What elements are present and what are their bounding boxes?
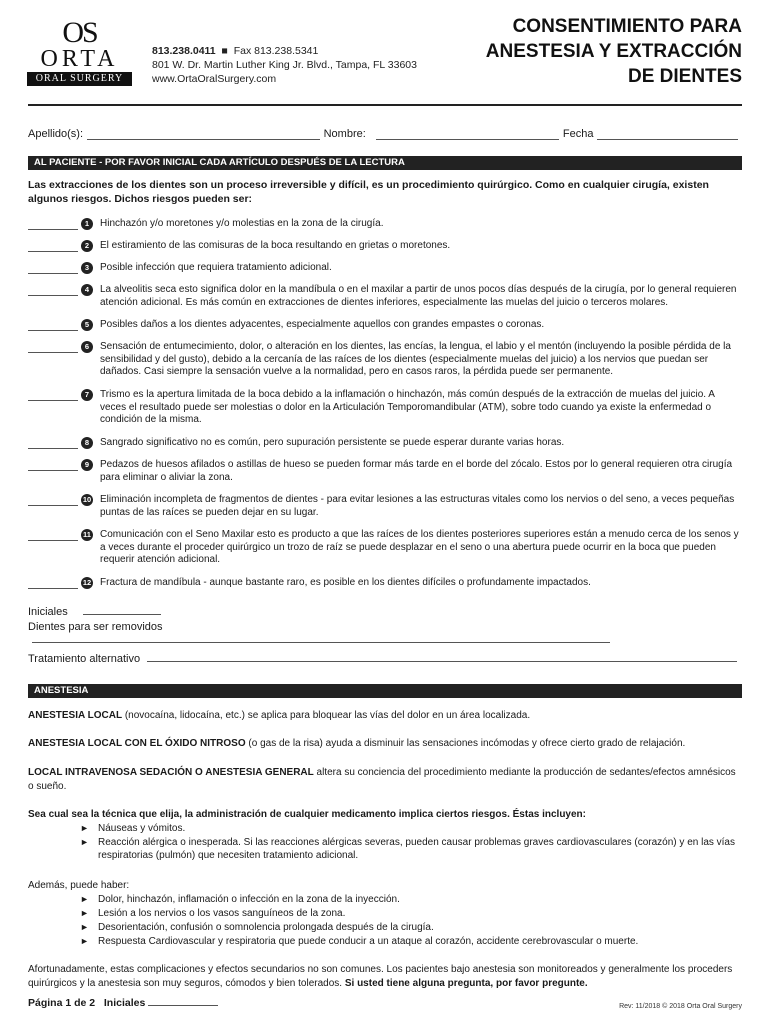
apellidos-label: Apellido(s): <box>28 128 84 140</box>
risk-text: Trismo es la apertura limitada de la boca debido a la inflamación o hinchazón, más común después de la extracción de muelas del juicio. A veces el resultado puede ser molestias o dolor en la Articulación Temporomandibular (ATM), sobre todo cuando ya existe la enfermedad o condición de la misma. <box>100 389 715 425</box>
closing-text: Afortunadamente, estas complicaciones y efectos secundarios no son comunes. Los pacientes bajo anestesia son monitoreados y generalmente los proceders quirúrgicos y la anestesia son muy seguros, cómodos y bien tolerados. <box>28 964 733 989</box>
risk-item <box>28 240 742 253</box>
website: www.OrtaOralSurgery.com <box>152 73 277 85</box>
fecha-field[interactable] <box>597 130 738 140</box>
riesgos-intro: Sea cual sea la técnica que elija, la administración de cualquier medicamento implica ciertos riesgos. Éstas incluyen: <box>28 809 586 820</box>
number-badge: 6 <box>81 341 93 353</box>
orta-logo <box>27 18 132 88</box>
ademas-bullet <box>80 907 742 920</box>
risk-item <box>28 218 742 231</box>
revision-note: Rev: 11/2018 © 2018 Orta Oral Surgery <box>619 1003 742 1010</box>
iniciales-field[interactable] <box>83 605 161 615</box>
document-title <box>486 14 742 89</box>
patient-fields <box>28 128 742 140</box>
anestesia-iv <box>28 766 742 793</box>
title-line-1: CONSENTIMIENTO PARA <box>512 16 742 37</box>
anestesia-oxido-heading: ANESTESIA LOCAL CON EL ÓXIDO NITROSO <box>28 738 246 749</box>
number-badge: 12 <box>82 578 92 587</box>
title-line-3: DE DIENTES <box>627 66 742 87</box>
risk-text: El estiramiento de las comisuras de la boca resultando en grietas o moretones. <box>100 240 451 251</box>
ademas-bullet <box>80 935 742 948</box>
initial-blank[interactable] <box>28 264 78 274</box>
risk-item <box>28 389 742 427</box>
bullet-text: Respuesta Cardiovascular y respiratoria que puede conducir a un ataque al corazón, accidente cerebrovascular o muerte. <box>98 936 639 947</box>
risk-text: Hinchazón y/o moretones y/o molestias en la zona de la cirugía. <box>100 218 384 229</box>
initial-blank[interactable] <box>28 531 78 541</box>
triangle-bullet-icon: ► <box>80 837 89 847</box>
initial-blank[interactable] <box>28 321 78 331</box>
risk-text: Posibles daños a los dientes adyacentes, especialmente aquellos con grandes empastes o coronas. <box>100 319 545 330</box>
number-badge: 3 <box>81 262 93 274</box>
dientes-row <box>28 621 742 646</box>
risk-text: Comunicación con el Seno Maxilar esto es producto a que las raíces de los dientes posteriores superiores están a menudo cerca de los senos y a veces durante el proceder quirúrgico un trozo de raíz se puede desplazar en el seno o una abertura puede ocurrir en la boca que pueden requerir atención adicional. <box>100 529 739 565</box>
anestesia-local-heading: ANESTESIA LOCAL <box>28 710 123 721</box>
risk-item <box>28 319 742 332</box>
risk-bullet <box>80 836 742 862</box>
ademas-intro: Además, puede haber: <box>28 880 130 891</box>
triangle-bullet-icon: ► <box>80 936 89 946</box>
closing-paragraph <box>28 963 742 990</box>
anestesia-local <box>28 709 742 723</box>
intro-text: Las extracciones de los dientes son un proceso irreversible y difícil, es un procedimiento quirúrgico. Como en cualquier cirugía, existen algunos riesgos. Dichos riesgos pueden ser: <box>28 179 709 205</box>
number-badge: 4 <box>81 284 93 296</box>
anestesia-local-text: (novocaína, lidocaína, etc.) se aplica para bloquear las vías del dolor en un área localizada. <box>122 710 531 721</box>
bullet-text: Desorientación, confusión o somnolencia prolongada después de la cirugía. <box>98 922 434 933</box>
risk-text: La alveolitis seca esto significa dolor en la mandíbula o en el maxilar a partir de unos pocos días después de la cirugía, por lo general requieren atención adicional. Es más común en extracciones de dientes inferiores, especialmente las muelas del juicio o terceros molares. <box>100 284 737 308</box>
number-badge: 7 <box>81 389 93 401</box>
risk-text: Fractura de mandíbula - aunque bastante raro, es posible en los dientes difíciles o profundamente impactados. <box>100 577 591 588</box>
separator-icon: ■ <box>221 45 228 57</box>
logo-word: ORTA <box>40 46 119 72</box>
initial-blank[interactable] <box>28 242 78 252</box>
tratamiento-field[interactable] <box>147 652 737 662</box>
address: 801 W. Dr. Martin Luther King Jr. Blvd., Tampa, FL 33603 <box>152 59 417 71</box>
risk-item <box>28 341 742 379</box>
initial-blank[interactable] <box>28 439 78 449</box>
fax: Fax 813.238.5341 <box>233 45 319 57</box>
risk-bullet <box>80 822 742 835</box>
fecha-label: Fecha <box>562 128 594 140</box>
logo-mark: OS <box>62 16 97 49</box>
anestesia-iv-heading: LOCAL INTRAVENOSA SEDACIÓN O ANESTESIA GENERAL <box>28 767 314 778</box>
number-badge: 1 <box>81 218 93 230</box>
title-line-2: ANESTESIA Y EXTRACCIÓN <box>485 41 742 62</box>
risk-text: Posible infección que requiera tratamiento adicional. <box>100 262 332 273</box>
ademas-bullet <box>80 893 742 906</box>
footer-iniciales-label: Iniciales <box>103 997 146 1009</box>
number-badge: 10 <box>82 495 92 504</box>
anestesia-iv-text: altera su conciencia del procedimiento mediante la producción de sedantes/efectos amnésicos o sueño. <box>28 767 736 792</box>
triangle-bullet-icon: ► <box>80 823 89 833</box>
bullet-text: Reacción alérgica o inesperada. Si las reacciones alérgicas severas, pueden causar problemas graves cardiovasculares (corazón) y en las vías respiratorias (pulmón) que necesiten tratamiento adicional. <box>98 837 735 861</box>
triangle-bullet-icon: ► <box>80 922 89 932</box>
nombre-label: Nombre: <box>323 128 366 140</box>
risk-text: Sangrado significativo no es común, pero supuración persistente se puede esperar durante varias horas. <box>100 437 565 448</box>
risk-item <box>28 577 742 590</box>
risk-text: Pedazos de huesos afilados o astillas de hueso se pueden formar más tarde en el borde del zócalo. Estos por lo general requieren otra cirugía para eliminar o aliviar la zona. <box>100 459 733 483</box>
initial-blank[interactable] <box>28 496 78 506</box>
risk-item <box>28 284 742 309</box>
header-rule <box>28 104 742 106</box>
apellidos-field[interactable] <box>87 130 320 140</box>
risk-item <box>28 529 742 567</box>
risk-text: Eliminación incompleta de fragmentos de dientes - para evitar lesiones a las estructuras vitales como los nervios o del seno, a veces pequeñas puntas de las raíces se pueden dejar en su lugar. <box>100 494 735 518</box>
tratamiento-row <box>28 652 737 665</box>
initial-blank[interactable] <box>28 391 78 401</box>
initial-blank[interactable] <box>28 286 78 296</box>
section-bar-anestesia: ANESTESIA <box>28 684 742 698</box>
bullet-text: Dolor, hinchazón, inflamación o infección en la zona de la inyección. <box>98 894 400 905</box>
ademas-bullet <box>80 921 742 934</box>
section-bar-patient: AL PACIENTE - POR FAVOR INICIAL CADA ARTÍCULO DESPUÉS DE LA LECTURA <box>28 156 742 170</box>
risk-item <box>28 459 742 484</box>
number-badge: 5 <box>81 319 93 331</box>
risk-item <box>28 494 742 519</box>
bullet-text: Lesión a los nervios o los vasos sanguíneos de la zona. <box>98 908 346 919</box>
initial-blank[interactable] <box>28 579 78 589</box>
footer-page <box>28 996 218 1009</box>
triangle-bullet-icon: ► <box>80 894 89 904</box>
dientes-label: Dientes para ser removidos <box>28 621 163 633</box>
number-badge: 11 <box>81 529 93 541</box>
iniciales-label: Iniciales <box>28 606 68 618</box>
risk-text: Sensación de entumecimiento, dolor, o alteración en los dientes, las encías, la lengua, el labio y el mentón (incluyendo la posible pérdida de la sensibilidad y del gusto), debido a la cercanía de las raíces de los dientes (especialmente muelas del juicio) a los nervios que puedan ser dañados. Casi siempre la sensación vuelve a la normalidad, pero en casos raros, la pérdida puede ser permanente. <box>100 341 731 377</box>
dientes-field[interactable] <box>32 633 610 643</box>
number-badge: 2 <box>81 240 93 252</box>
phone: 813.238.0411 <box>152 45 216 57</box>
anestesia-oxido <box>28 737 742 751</box>
anestesia-oxido-text: (o gas de la risa) ayuda a disminuir las sensaciones incómodas y ofrece cierto grado de relajación. <box>245 738 686 749</box>
iniciales-row <box>28 605 161 618</box>
risk-item <box>28 262 742 275</box>
bullet-text: Náuseas y vómitos. <box>98 823 186 834</box>
number-badge: 9 <box>81 459 93 471</box>
nombre-field[interactable] <box>376 130 559 140</box>
initial-blank[interactable] <box>28 461 78 471</box>
initial-blank[interactable] <box>28 220 78 230</box>
page-number: Página 1 de 2 <box>28 997 96 1009</box>
initial-blank[interactable] <box>28 343 78 353</box>
footer-iniciales-field[interactable] <box>148 996 218 1006</box>
logo-sub: ORAL SURGERY <box>27 72 132 86</box>
risk-item <box>28 437 742 450</box>
closing-bold: Si usted tiene alguna pregunta, por favor pregunte. <box>344 977 588 989</box>
tratamiento-label: Tratamiento alternativo <box>28 653 141 665</box>
triangle-bullet-icon: ► <box>80 908 89 918</box>
number-badge: 8 <box>81 437 93 449</box>
contact-block <box>152 44 417 86</box>
